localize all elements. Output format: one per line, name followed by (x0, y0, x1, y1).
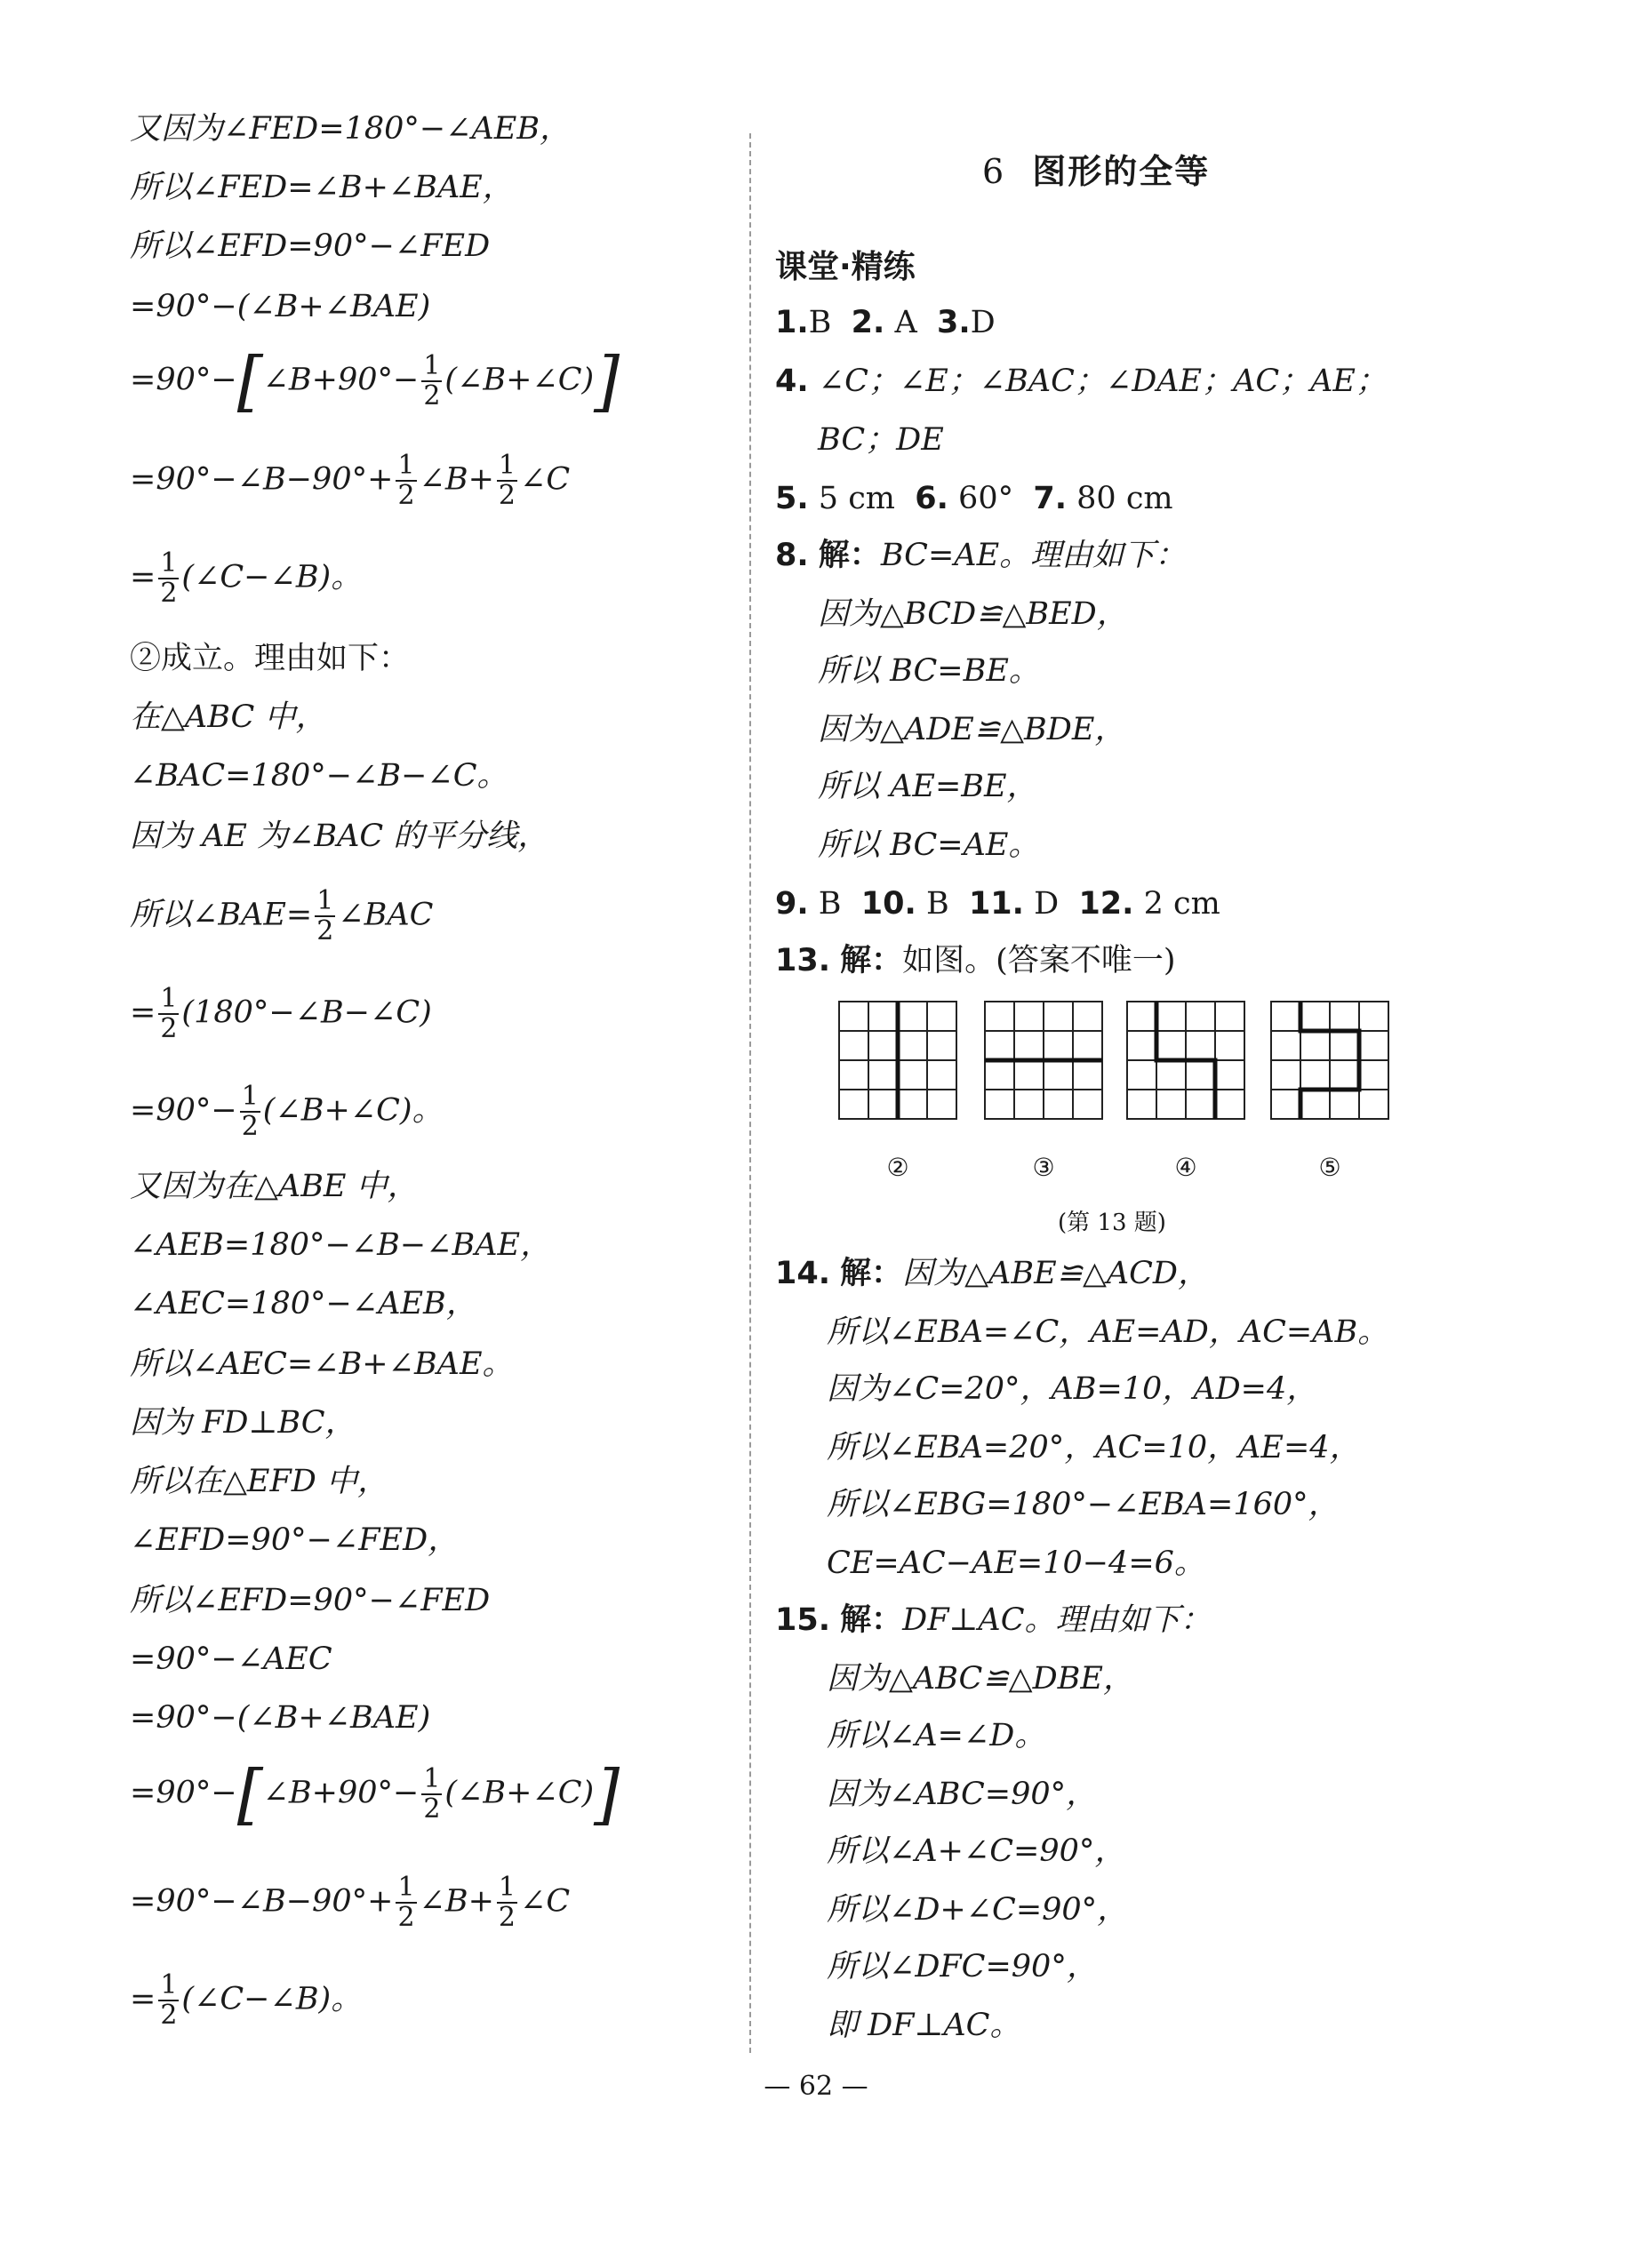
left-line-11: 因为 AE 为∠BAC 的平分线， (130, 819, 549, 854)
left-line-27: = $\frac{1}{2}$ (∠C−∠B)。 (130, 1969, 363, 2031)
left-line-25: =90°−[∠B+90°− $\frac{1}{2}$ (∠B+∠C)] (130, 1756, 620, 1833)
left-line-20: 所以在△EFD 中， (130, 1464, 388, 1499)
answer-4-cont: BC；DE (818, 422, 944, 458)
grid-figure-4 (1125, 1000, 1250, 1124)
answer-15-line-2: 所以∠A=∠D。 (827, 1718, 1046, 1753)
answer-4: 4. ∠C；∠E；∠BAC；∠DAE；AC；AE； (775, 363, 1387, 399)
grid-figure-2 (837, 1000, 962, 1124)
left-line-3: 所以∠EFD=90°−∠FED (130, 228, 491, 264)
answer-15-line-3: 因为∠ABC=90°， (827, 1777, 1098, 1812)
answer-15-line-7: 即 DF⊥AC。 (827, 2008, 1021, 2043)
section-title: 6 图形的全等 (982, 151, 1211, 191)
left-line-13: = $\frac{1}{2}$ (180°−∠B−∠C) (130, 983, 432, 1044)
figure-caption: (第 13 题) (1058, 1210, 1166, 1236)
grid-label-3: ③ (1032, 1153, 1055, 1182)
answer-15-line-6: 所以∠DFC=90°， (827, 1949, 1098, 1984)
left-line-19: 因为 FD⊥BC， (130, 1405, 356, 1441)
left-line-5: =90°−[∠B+90°− $\frac{1}{2}$ (∠B+∠C)] (130, 343, 620, 419)
left-line-23: =90°−∠AEC (130, 1641, 332, 1677)
left-line-22: 所以∠EFD=90°−∠FED (130, 1583, 491, 1618)
left-line-9: 在△ABC 中， (130, 699, 327, 735)
left-line-12: 所以∠BAE= $\frac{1}{2}$ ∠BAC (130, 885, 434, 946)
answer-14-line-1: 所以∠EBA=∠C，AE=AD，AC=AB。 (827, 1314, 1389, 1350)
answer-9-12: 9. B 10. B 11. D 12. 2 cm (775, 886, 1220, 922)
answer-8-line-4: 所以 AE=BE， (818, 769, 1038, 804)
left-line-15: 又因为在△ABE 中， (130, 1169, 419, 1204)
answer-8-line-5: 所以 BC=AE。 (818, 827, 1040, 863)
answer-5-7: 5. 5 cm 6. 60° 7. 80 cm (775, 481, 1173, 516)
grid-label-5: ⑤ (1318, 1153, 1341, 1182)
answer-8-line-3: 因为△ADE≌△BDE， (818, 712, 1126, 747)
column-divider (749, 133, 751, 2053)
answer-15-line-1: 因为△ABC≌△DBE， (827, 1661, 1134, 1697)
left-line-14: =90°− $\frac{1}{2}$ (∠B+∠C)。 (130, 1081, 444, 1142)
left-line-1: 又因为∠FED=180°−∠AEB， (130, 111, 572, 147)
grid-label-4: ④ (1174, 1153, 1197, 1182)
answer-8: 8. 解：BC=AE。理由如下： (775, 537, 1187, 573)
answer-8-line-2: 所以 BC=BE。 (818, 653, 1040, 689)
answer-1-3: 1.B 2. A 3.D (775, 305, 996, 340)
grid-figure-3 (983, 1000, 1108, 1124)
left-line-8: ②成立。理由如下： (130, 641, 411, 676)
left-line-16: ∠AEB=180°−∠B−∠BAE， (130, 1227, 552, 1263)
grid-label-2: ② (886, 1153, 909, 1182)
left-line-6: =90°−∠B−90°+ $\frac{1}{2}$ ∠B+ $\frac{1}{2}$ ∠C (130, 450, 571, 511)
answer-14: 14. 解：因为△ABE≌△ACD， (775, 1255, 1209, 1291)
answer-15-line-4: 所以∠A+∠C=90°， (827, 1833, 1126, 1869)
answer-14-line-5: CE=AC−AE=10−4=6。 (827, 1545, 1205, 1581)
answer-14-line-3: 所以∠EBA=20°，AC=10，AE=4， (827, 1430, 1361, 1465)
left-line-24: =90°−(∠B+∠BAE) (130, 1700, 431, 1736)
answer-8-line-1: 因为△BCD≌△BED， (818, 596, 1128, 632)
answer-15-line-5: 所以∠D+∠C=90°， (827, 1892, 1129, 1928)
subsection-title: 课堂·精练 (775, 249, 916, 285)
left-line-10: ∠BAC=180°−∠B−∠C。 (130, 758, 508, 794)
grid-figure-5 (1269, 1000, 1394, 1124)
answer-14-line-2: 因为∠C=20°，AB=10，AD=4， (827, 1371, 1318, 1407)
left-line-7: = $\frac{1}{2}$ (∠C−∠B)。 (130, 547, 363, 609)
left-line-17: ∠AEC=180°−∠AEB， (130, 1286, 477, 1322)
answer-14-line-4: 所以∠EBG=180°−∠EBA=160°， (827, 1487, 1340, 1522)
left-line-21: ∠EFD=90°−∠FED， (130, 1522, 460, 1558)
left-line-4: =90°−(∠B+∠BAE) (130, 289, 431, 324)
page-number: — 62 — (764, 2071, 868, 2102)
answer-13: 13. 解：如图。(答案不唯一) (775, 942, 1176, 978)
left-line-26: =90°−∠B−90°+ $\frac{1}{2}$ ∠B+ $\frac{1}{2}$ ∠C (130, 1872, 571, 1933)
left-line-18: 所以∠AEC=∠B+∠BAE。 (130, 1346, 514, 1382)
answer-15: 15. 解：DF⊥AC。理由如下： (775, 1601, 1212, 1638)
left-line-2: 所以∠FED=∠B+∠BAE， (130, 170, 514, 205)
